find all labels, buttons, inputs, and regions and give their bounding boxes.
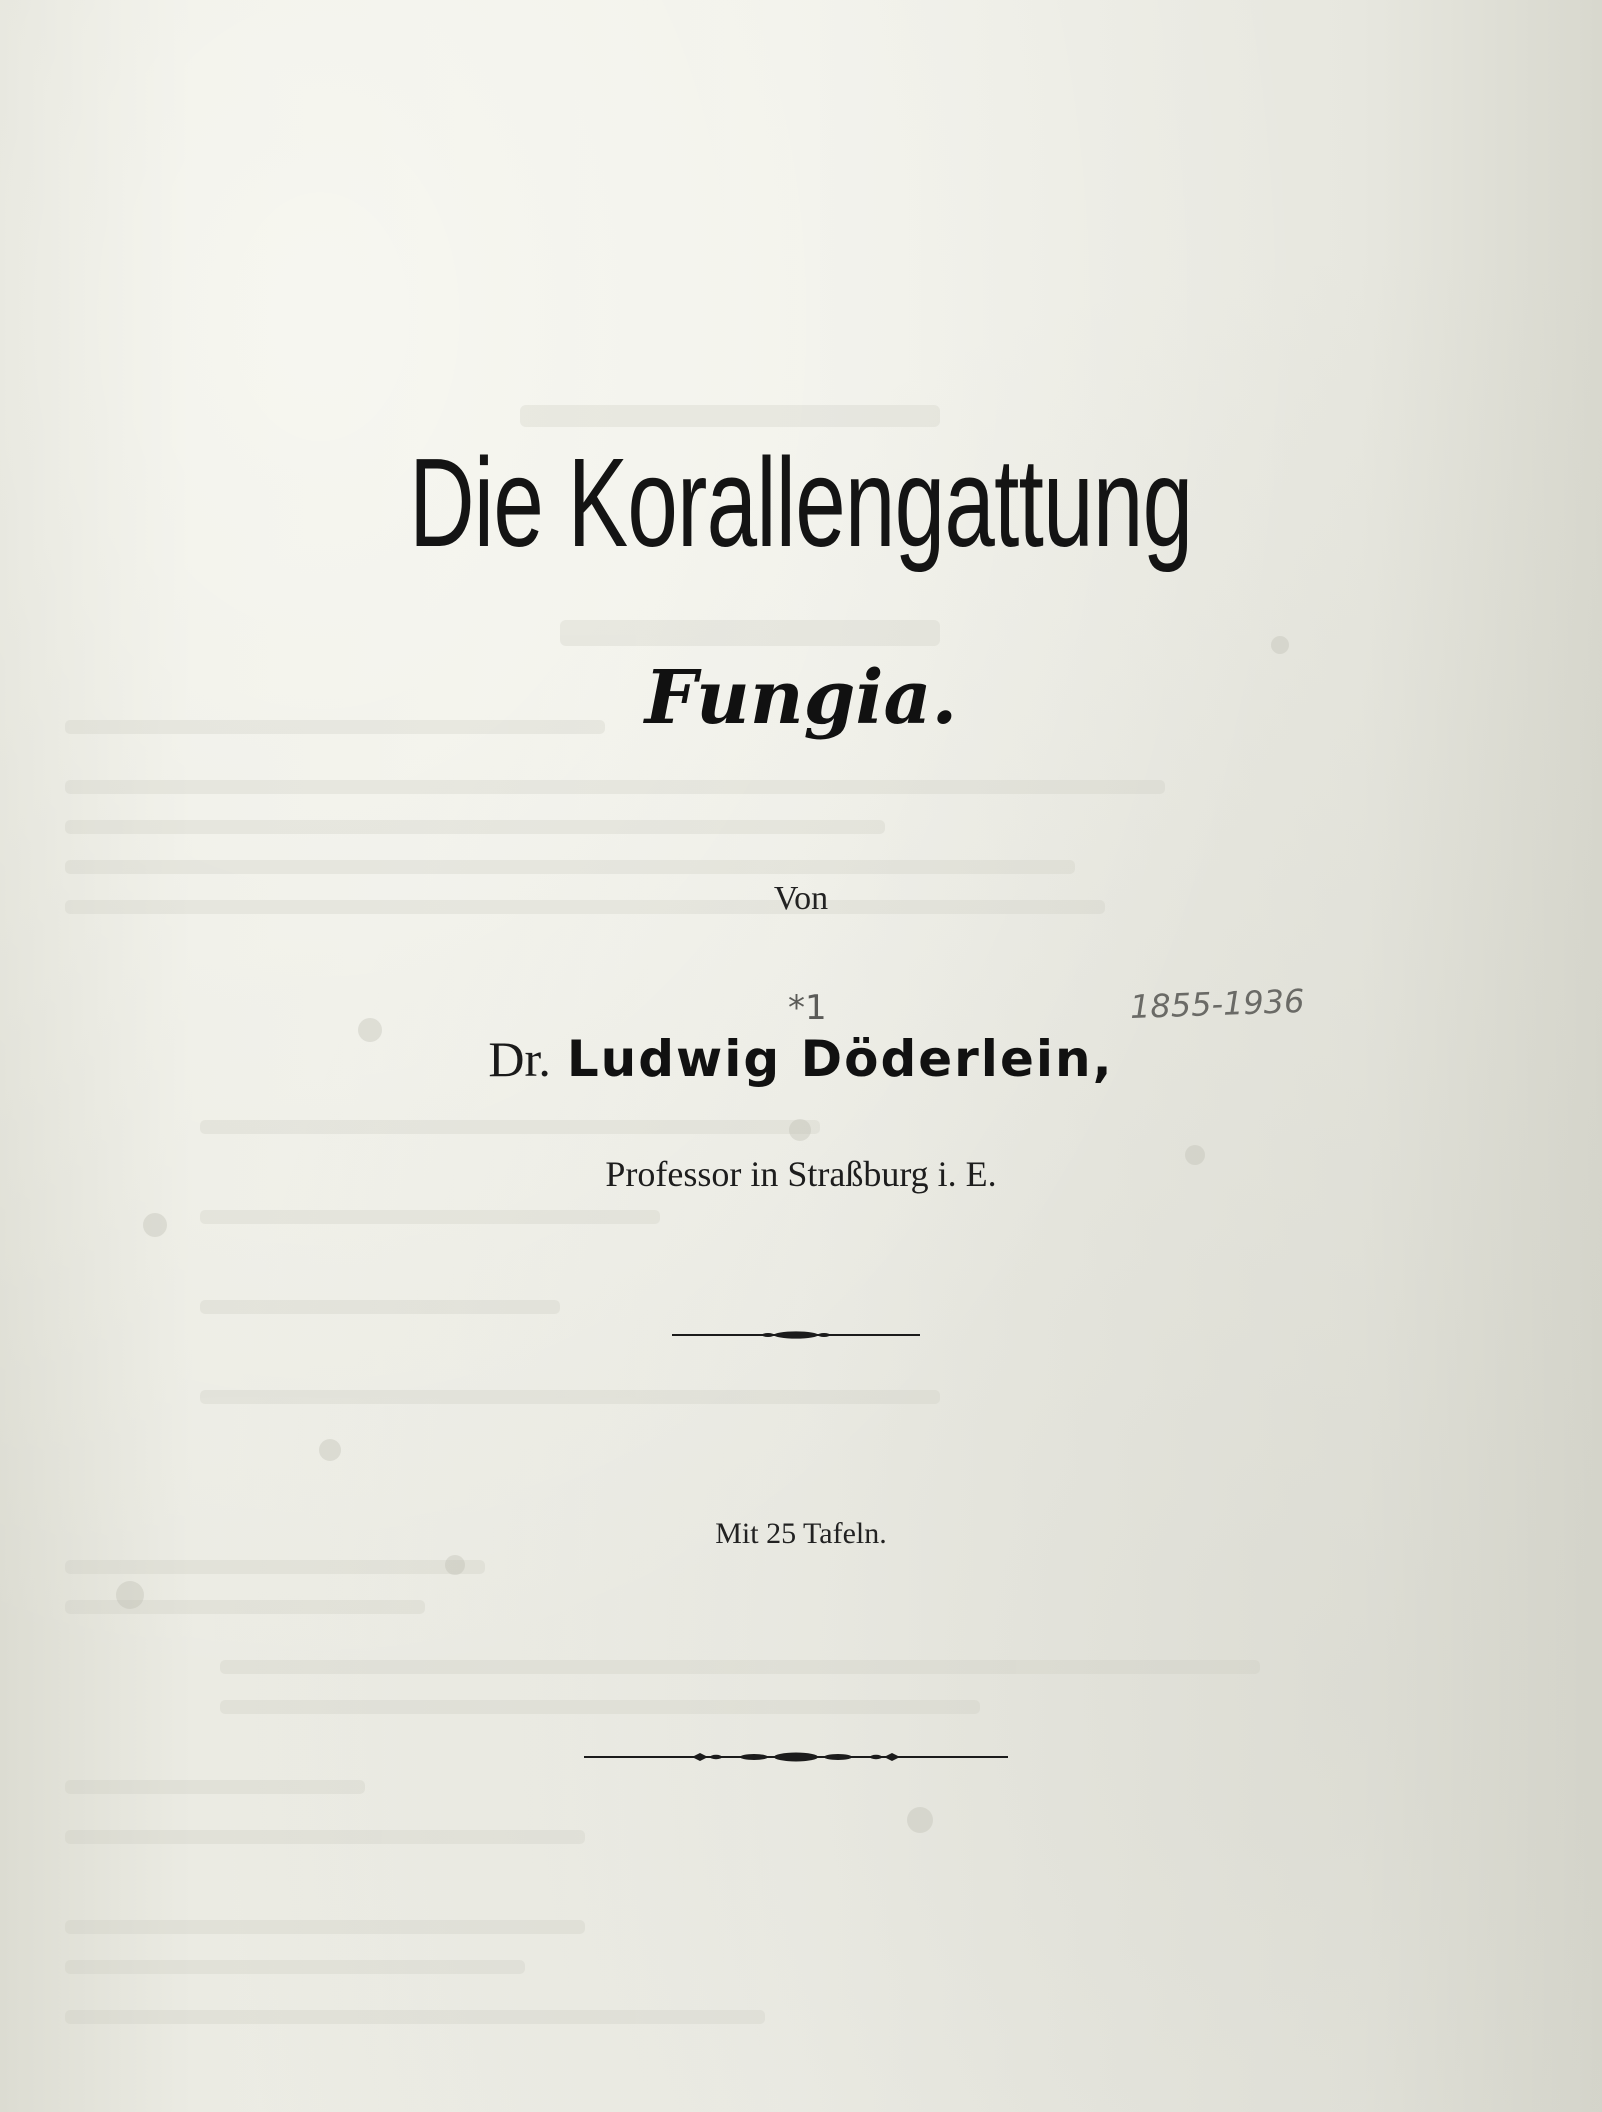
author-affiliation: Professor in Straßburg i. E. <box>605 1154 997 1194</box>
book-subtitle: Fungia. <box>644 655 958 741</box>
plates-note: Mit 25 Tafeln. <box>715 1517 887 1550</box>
handwritten-mark: *1 <box>788 988 827 1028</box>
handwritten-lifespan: 1855-1936 <box>1129 981 1306 1027</box>
rule-ornament-large <box>584 1747 1008 1767</box>
author-name: Ludwig Döderlein, <box>566 1030 1114 1088</box>
book-title: Die Korallengattung <box>409 432 1193 573</box>
by-label: Von <box>773 880 829 917</box>
author-prefix: Dr. <box>488 1031 551 1087</box>
rule-ornament-small <box>672 1326 920 1344</box>
author-line <box>0 1030 1602 1088</box>
